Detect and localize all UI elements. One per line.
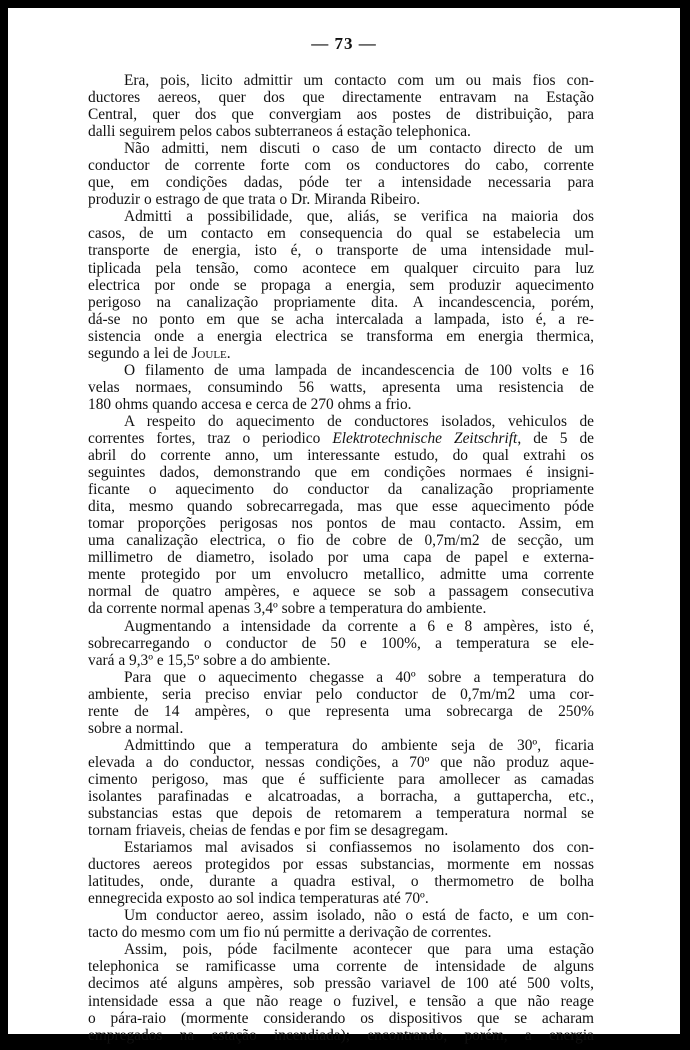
text-segment: velas normaes, consumindo 56 watts, apresenta uma resistencia de <box>88 378 594 396</box>
text-segment: ambiente, seria preciso enviar pelo conductor de 0,7m/m2 uma cor- <box>88 685 594 703</box>
text-segment: tacto do mesmo com um fio nú permitte a derivação de correntes. <box>88 924 492 942</box>
text-line <box>88 822 594 839</box>
text-line <box>88 754 594 771</box>
text-segment: latitudes, onde, durante a quadra estival, o thermometro de bolha <box>88 873 594 891</box>
text-segment: da corrente normal apenas 3,4º sobre a temperatura do ambiente. <box>88 600 487 618</box>
text-line <box>88 788 594 805</box>
body-text <box>88 72 594 1044</box>
text-line <box>88 907 594 924</box>
text-line <box>88 191 594 208</box>
text-line <box>88 89 594 106</box>
text-segment: ennegrecida exposto ao sol indica temperaturas até 70º. <box>88 890 429 908</box>
text-segment: decimos até alguns ampères, sob pressão variavel de 100 até 500 volts, <box>88 975 594 993</box>
text-segment: ficante o aquecimento do conductor da canalização propriamente <box>88 481 594 499</box>
text-line <box>88 72 594 89</box>
text-segment: transporte de energia, isto é, o transporte de uma intensidade mul- <box>88 242 594 260</box>
text-segment: Admittindo que a temperatura do ambiente seja de 30º, ficaria <box>124 736 594 754</box>
text-line <box>88 260 594 277</box>
text-segment: normal de quatro ampères, e aquece se sob a passagem consecutiva <box>88 583 594 601</box>
text-segment: ductores aereos, quer dos que directamente entravam na Estação <box>88 89 594 107</box>
text-segment: ductores aereos protegidos por essas substancias, mormente em nossas <box>88 856 594 874</box>
text-line <box>88 873 594 890</box>
text-line <box>88 890 594 907</box>
text-segment: isolantes parafinadas e alcatroadas, a borracha, a guttapercha, etc., <box>88 787 594 805</box>
text-line <box>88 686 594 703</box>
text-segment: tiplicada pela tensão, como acontece em qualquer circuito para luz <box>88 259 594 277</box>
text-segment: Era, pois, licito admittir um contacto com um ou mais fios con- <box>124 72 594 89</box>
text-line <box>88 396 594 413</box>
text-segment: dita, mesmo quando sobrecarregada, mas que esse aquecimento póde <box>88 498 594 516</box>
text-line <box>88 447 594 464</box>
text-line <box>88 328 594 345</box>
text-line <box>88 532 594 549</box>
text-segment: vará a 9,3º e 15,5º sobre a do ambiente. <box>88 651 331 669</box>
italic-text: Elektrotechnische Zeitschrift <box>332 429 518 447</box>
text-segment: telephonica se ramificasse uma corrente de intensidade de alguns <box>88 958 594 976</box>
text-segment: millimetro de diametro, isolado por uma capa de papel e externa- <box>88 549 594 567</box>
text-line <box>88 703 594 720</box>
text-line <box>88 294 594 311</box>
text-segment: que, em condições dadas, póde ter a intensidade necessaria para <box>88 174 594 192</box>
text-segment: intensidade essa a que não reage o fuzivel, e tensão a que não reage <box>88 992 594 1010</box>
text-line <box>88 208 594 225</box>
text-line <box>88 481 594 498</box>
text-segment: empregados na estação incendiada); encontrando, porém, a energia <box>88 1026 594 1044</box>
text-segment: rente de 14 ampères, o que representa uma sobrecarga de 250% <box>88 702 594 720</box>
text-segment: cimento perigoso, mas que é sufficiente para amollecer as camadas <box>88 770 594 788</box>
text-line <box>88 635 594 652</box>
text-segment: seguintes dados, demonstrando que em condições normaes é insigni- <box>88 464 594 482</box>
text-segment: mente protegido por um envolucro metallico, admitte uma corrente <box>88 566 594 584</box>
text-line <box>88 362 594 379</box>
text-line <box>88 379 594 396</box>
text-segment: sobrecarregando o conductor de 50 e 100%, a temperatura se ele- <box>88 634 594 652</box>
text-line <box>88 993 594 1010</box>
text-line <box>88 311 594 328</box>
text-segment: tomar proporções perigosas nos pontos de mau contacto. Assim, em <box>88 515 594 533</box>
text-line <box>88 345 594 362</box>
text-segment: O filamento de uma lampada de incandescencia de 100 volts e 16 <box>124 361 594 379</box>
text-segment: . <box>226 344 231 362</box>
text-segment: Assim, pois, póde facilmente acontecer que para uma estação <box>124 941 594 959</box>
text-line <box>88 856 594 873</box>
text-line <box>88 123 594 140</box>
text-segment: dá-se no ponto em que se acha intercalada a lampada, isto é, a re- <box>88 310 594 328</box>
text-line <box>88 225 594 242</box>
text-line <box>88 106 594 123</box>
text-line <box>88 652 594 669</box>
text-line <box>88 464 594 481</box>
text-segment: tornam friaveis, cheias de fendas e por fim se desagregam. <box>88 822 449 840</box>
text-segment: Augmentando a intensidade da corrente a 6 e 8 ampères, isto é, <box>124 617 594 635</box>
text-line <box>88 839 594 856</box>
small-caps-text: Joule <box>191 344 227 362</box>
text-segment: , de 5 de <box>517 429 594 447</box>
text-segment: casos, de um contacto em consequencia do qual se estabelecia um <box>88 225 594 243</box>
text-line <box>88 975 594 992</box>
text-line <box>88 669 594 686</box>
text-segment: substancias estas que depois de retomarem a temperatura normal se <box>88 805 594 823</box>
text-line <box>88 600 594 617</box>
text-line <box>88 958 594 975</box>
text-line <box>88 515 594 532</box>
text-line <box>88 737 594 754</box>
text-line <box>88 430 594 447</box>
text-segment: abril do corrente anno, um interessante estudo, do qual extrahi os <box>88 447 594 465</box>
text-line <box>88 174 594 191</box>
text-segment: Um conductor aereo, assim isolado, não o está de facto, e um con- <box>124 907 594 925</box>
text-segment: Para que o aquecimento chegasse a 40º sobre a temperatura do <box>124 668 594 686</box>
text-segment: elevada a do conductor, nessas condições, a 70º que não produz aque- <box>88 753 594 771</box>
text-segment: Estariamos mal avisados si confiassemos no isolamento dos con- <box>124 839 594 857</box>
text-segment: A respeito do aquecimento de conductores isolados, vehiculos de <box>124 412 594 430</box>
text-line <box>88 413 594 430</box>
text-line <box>88 720 594 737</box>
text-line <box>88 242 594 259</box>
text-segment: sistencia onde a energia electrica se transforma em energia thermica, <box>88 327 594 345</box>
text-line <box>88 157 594 174</box>
text-line <box>88 924 594 941</box>
text-line <box>88 1027 594 1044</box>
text-segment: segundo a lei de <box>88 344 192 362</box>
text-line <box>88 618 594 635</box>
text-segment: conductor de corrente forte com os conductores do cabo, corrente <box>88 157 594 175</box>
text-segment: produzir o estrago de que trata o Dr. Miranda Ribeiro. <box>88 191 421 209</box>
text-line <box>88 140 594 157</box>
text-line <box>88 498 594 515</box>
text-line <box>88 549 594 566</box>
text-line <box>88 583 594 600</box>
text-line <box>88 805 594 822</box>
text-line <box>88 566 594 583</box>
text-segment: dalli seguirem pelos cabos subterraneos á estação telephonica. <box>88 123 471 141</box>
text-segment: correntes fortes, traz o periodico <box>88 429 333 447</box>
text-segment: o pára-raio (mormente considerando os dispositivos que se acharam <box>88 1009 594 1027</box>
document-page <box>8 8 680 1044</box>
text-line <box>88 771 594 788</box>
text-segment: electrica por onde se propaga a energia, sem produzir aquecimento <box>88 276 594 294</box>
text-line <box>88 1010 594 1027</box>
text-segment: perigoso na canalização propriamente dita. A incandescencia, porém, <box>88 293 594 311</box>
text-segment: Não admitti, nem discuti o caso de um contacto directo de um <box>124 140 594 158</box>
text-segment: Admitti a possibilidade, que, aliás, se verifica na maioria dos <box>124 208 594 226</box>
page-number: — 73 — <box>311 34 377 53</box>
text-segment: 180 ohms quando accesa e cerca de 270 ohms a frio. <box>88 395 412 413</box>
text-segment: uma canalização electrica, o fio de cobre de 0,7m/m2 de secção, um <box>88 532 594 550</box>
text-line <box>88 277 594 294</box>
text-segment: sobre a normal. <box>88 719 184 737</box>
text-line <box>88 941 594 958</box>
text-segment: Central, quer dos que convergiam aos postes de distribuição, para <box>88 106 594 124</box>
